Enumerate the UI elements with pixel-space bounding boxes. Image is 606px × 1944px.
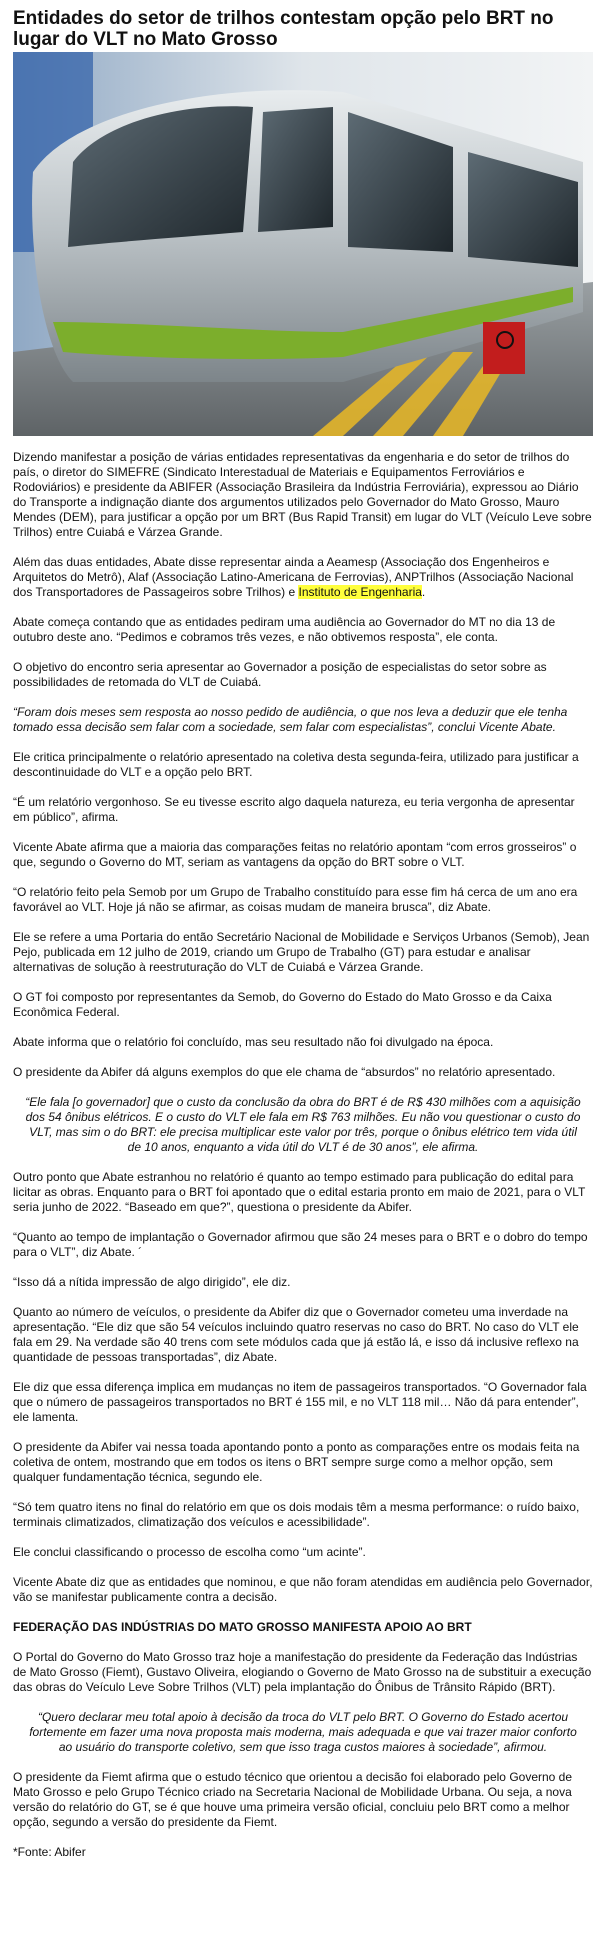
paragraph-end: .	[421, 585, 426, 599]
paragraph: Ele diz que essa diferença implica em mudanças no item de passageiros transportados. “O Governador fala que o número de passageiros transportados no BRT é 155 mil, e no VLT 118 mil… Não dá para entender”, ele lamenta.	[13, 1380, 587, 1424]
paragraph: O GT foi composto por representantes da Semob, do Governo do Estado do Mato Grosso e da Caixa Econômica Federal.	[13, 990, 552, 1019]
centered-quote: “Ele fala [o governador] que o custo da conclusão da obra do BRT é de R$ 430 milhões com a aquisição dos 54 ônibus elétricos. E o custo do VLT ele fala em R$ 763 milhões. Eu não vou questionar o custo do VLT, mas sim o do BRT: ele precisa multiplicar este valor por três, porque o ônibus elétrico tem vida útil de 10 anos, enquanto a vida útil do VLT é de 30 anos”, ele afirma.	[25, 1095, 581, 1154]
paragraph: Ele conclui classificando o processo de escolha como “um acinte”.	[13, 1545, 366, 1559]
paragraph: Quanto ao número de veículos, o presidente da Abifer diz que o Governador cometeu uma inverdade na apresentação. “Ele diz que são 54 veículos incluindo quatro reservas no caso do BRT. No caso do VLT ele fala em 29. Na verdade são 40 trens com sete módulos cada que já estão lá, e isso dá inclusive reflexo na quantidade de pessoas transportadas”, diz Abate.	[13, 1305, 579, 1364]
article-photo	[13, 52, 593, 436]
highlighted-link[interactable]: Instituto de Engenharia	[298, 585, 422, 599]
paragraph: O presidente da Abifer dá alguns exemplos do que ele chama de “absurdos” no relatório apresentado.	[13, 1065, 556, 1079]
paragraph: “O relatório feito pela Semob por um Grupo de Trabalho constituído para esse fim há cerca de um ano era favorável ao VLT. Hoje já não se afirmar, as coisas mudam de maneira brusca”, diz Abate.	[13, 885, 578, 914]
paragraph: “Isso dá a nítida impressão de algo dirigido”, ele diz.	[13, 1275, 291, 1289]
paragraph: O presidente da Fiemt afirma que o estudo técnico que orientou a decisão foi elaborado pelo Governo de Mato Grosso e pelo Grupo Técnico criado na Secretaria Nacional de Mobilidade Urbana. Ou seja, a nova versão do relatório do GT, se é que houve uma primeira versão oficial, concluiu pelo BRT como a melhor opção, segundo a versão do presidente da Fiemt.	[13, 1770, 573, 1829]
paragraph: “Só tem quatro itens no final do relatório em que os dois modais têm a mesma performance: o ruído baixo, terminais climatizados, climatização dos veículos e acessibilidade”.	[13, 1500, 580, 1529]
paragraph: Vicente Abate diz que as entidades que nominou, e que não foram atendidas em audiência pelo Governador, vão se manifestar publicamente contra a decisão.	[13, 1575, 593, 1604]
paragraph: Vicente Abate afirma que a maioria das comparações feitas no relatório apontam “com erros grosseiros” o que, segundo o Governo do MT, seriam as vantagens da opção do BRT sobre o VLT.	[13, 840, 577, 869]
paragraph: Ele critica principalmente o relatório apresentado na coletiva desta segunda-feira, utilizado para justificar a descontinuidade do VLT e a opção pelo BRT.	[13, 750, 579, 779]
paragraph: “Quanto ao tempo de implantação o Governador afirmou que são 24 meses para o BRT e o dobro do tempo para o VLT”, diz Abate. ´	[13, 1230, 588, 1259]
paragraph: Ele se refere a uma Portaria do então Secretário Nacional de Mobilidade e Serviços Urbanos (Semob), Jean Pejo, publicada em 12 julho de 2019, criando um Grupo de Trabalho (GT) para estudar e analisar alternativas de solução à reestruturação do VLT de Cuiabá e Várzea Grande.	[13, 930, 590, 974]
paragraph: Abate começa contando que as entidades pediram uma audiência ao Governador do MT no dia 13 de outubro deste ano. “Pedimos e cobramos três vezes, e não obtivemos resposta”, ele conta.	[13, 615, 556, 644]
article-title: Entidades do setor de trilhos contestam opção pelo BRT no lugar do VLT no Mato Grosso	[13, 8, 554, 50]
paragraph	[13, 555, 593, 600]
paragraph: O Portal do Governo do Mato Grosso traz hoje a manifestação do presidente da Federação das Indústrias de Mato Grosso (Fiemt), Gustavo Oliveira, elogiando o Governo de Mato Grosso na de substituir a execução das obras do Veículo Leve Sobre Trilhos (VLT) pela implantação do Ônibus de Trânsito Rápido (BRT).	[13, 1650, 592, 1694]
paragraph: O presidente da Abifer vai nessa toada apontando ponto a ponto as comparações entre os modais feita na coletiva de ontem, mostrando que em todos os itens o BRT sempre surge como a melhor opção, sem qualquer fundamentação técnica, segundo ele.	[13, 1440, 580, 1484]
paragraph: “É um relatório vergonhoso. Se eu tivesse escrito algo daquela natureza, eu teria vergonha de apresentar em público”, afirma.	[13, 795, 575, 824]
paragraph: Dizendo manifestar a posição de várias entidades representativas da engenharia e do setor de trilhos do país, o diretor do SIMEFRE (Sindicato Interestadual de Materiais e Equipamentos Ferroviários e Rodoviários) e presidente da ABIFER (Associação Brasileira da Indústria Ferroviária), expressou ao Diário do Transporte a indignação diante dos argumentos utilizados pelo Governador do Mato Grosso, Mauro Mendes (DEM), para justificar a opção por um BRT (Bus Rapid Transit) em lugar do VLT (Veículo Leve sobre Trilhos) entre Cuiabá e Várzea Grande.	[13, 450, 592, 539]
paragraph-text: Além das duas entidades, Abate disse representar ainda a Aeamesp (Associação dos Engenheiros e Arquitetos do Metrô), Alaf (Associação Latino-Americana de Ferrovias), ANPTrilhos (Associação Nacional dos Transportadores de Passageiros sobre Trilhos) e	[13, 555, 574, 599]
paragraph: Abate informa que o relatório foi concluído, mas seu resultado não foi divulgado na época.	[13, 1035, 494, 1049]
source-line: *Fonte: Abifer	[13, 1845, 86, 1859]
paragraph: Outro ponto que Abate estranhou no relatório é quanto ao tempo estimado para publicação do edital para licitar as obras. Enquanto para o BRT foi apontado que o edital estaria pronto em maio de 2021, para o VLT seria junho de 2022. “Baseado em que?”, questiona o presidente da Abifer.	[13, 1170, 586, 1214]
section-heading: FEDERAÇÃO DAS INDÚSTRIAS DO MATO GROSSO MANIFESTA APOIO AO BRT	[13, 1620, 472, 1634]
quote-paragraph: “Foram dois meses sem resposta ao nosso pedido de audiência, o que nos leva a deduzir que ele tenha tomado essa decisão sem falar com a sociedade, sem falar com especialistas”, conclui Vicente Abate.	[13, 705, 568, 734]
centered-quote: “Quero declarar meu total apoio à decisão da troca do VLT pelo BRT. O Governo do Estado acertou fortemente em fazer uma nova proposta mais moderna, mais adequada e que vai trazer maior conforto ao usuário do transporte coletivo, sem que isso traga custos maiores à sociedade”, afirmou.	[29, 1710, 577, 1754]
paragraph: O objetivo do encontro seria apresentar ao Governador a posição de especialistas do setor sobre as possibilidades de retomada do VLT de Cuiabá.	[13, 660, 547, 689]
